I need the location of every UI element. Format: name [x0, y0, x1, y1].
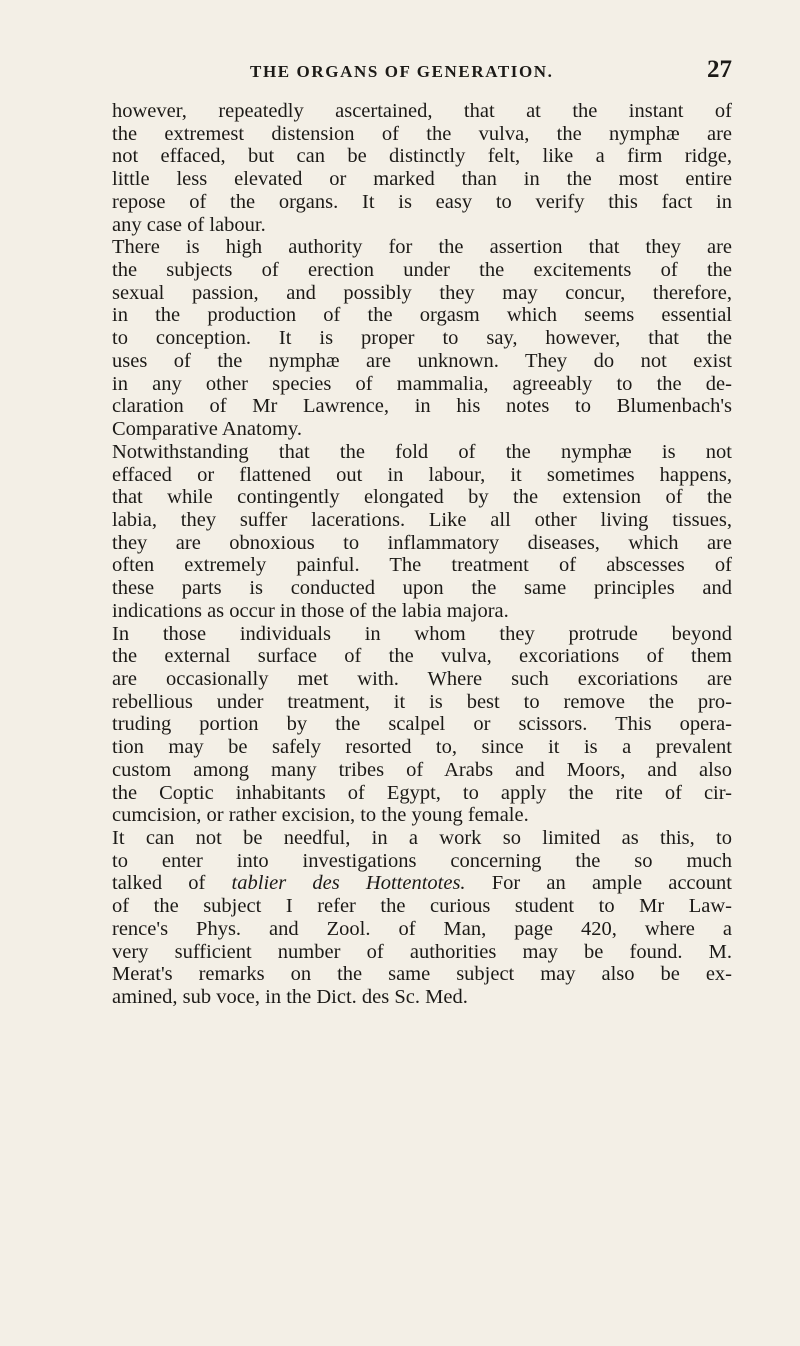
text-line: repose of the organs. It is easy to verify this fact in	[112, 190, 732, 213]
text-line: the external surface of the vulva, excoriations of them	[112, 645, 732, 668]
text-line: tion may be safely resorted to, since it is a prevalent	[112, 736, 732, 759]
text-line: cumcision, or rather excision, to the young female.	[112, 804, 529, 827]
text-line: that while contingently elongated by the extension of the	[112, 486, 732, 509]
text-line: however, repeatedly ascertained, that at the instant of	[112, 100, 732, 122]
text-line: claration of Mr Lawrence, in his notes to Blumenbach's	[112, 395, 732, 418]
text-line: labia, they suffer lacerations. Like all other living tissues,	[112, 508, 732, 531]
text-line: rence's Phys. and Zool. of Man, page 420, where a	[112, 917, 732, 940]
text-line: are occasionally met with. Where such excoriations are	[112, 667, 732, 690]
text-line: any case of labour.	[112, 213, 266, 236]
text-line: amined, sub voce, in the Dict. des Sc. Med.	[112, 986, 468, 1009]
text-line: uses of the nymphæ are unknown. They do not exist	[112, 349, 732, 372]
page-number: 27	[707, 56, 732, 83]
text-segment: For an ample account	[465, 872, 732, 895]
text-line: Comparative Anatomy.	[112, 418, 302, 441]
text-line: There is high authority for the assertion that they are	[112, 236, 732, 259]
text-line: not effaced, but can be distinctly felt, like a firm ridge,	[112, 145, 732, 168]
text-line: little less elevated or marked than in the most entire	[112, 168, 732, 191]
text-line: often extremely painful. The treatment of abscesses of	[112, 554, 732, 577]
running-head	[232, 56, 732, 92]
italic-term: tablier des Hottentotes.	[231, 872, 466, 895]
text-line: the subjects of erection under the excitements of the	[112, 259, 732, 282]
text-line: sexual passion, and possibly they may concur, therefore,	[112, 281, 732, 304]
text-line: It can not be needful, in a work so limited as this, to	[112, 827, 732, 849]
text-line: to enter into investigations concerning the so much	[112, 849, 732, 872]
text-line: custom among many tribes of Arabs and Moors, and also	[112, 758, 732, 781]
text-line: the Coptic inhabitants of Egypt, to apply the rite of cir-	[112, 781, 732, 804]
text-line: effaced or flattened out in labour, it sometimes happens,	[112, 463, 732, 486]
text-line: Merat's remarks on the same subject may also be ex-	[112, 963, 732, 986]
body-text	[112, 100, 732, 1009]
running-title: THE ORGANS OF GENERATION.	[250, 62, 554, 81]
text-line: very sufficient number of authorities may be found. M.	[112, 940, 732, 963]
text-line: Notwithstanding that the fold of the nymphæ is not	[112, 440, 732, 463]
text-segment: talked of	[112, 872, 232, 895]
text-line-mixed	[112, 872, 732, 895]
text-line: indications as occur in those of the labia majora.	[112, 599, 509, 622]
text-line: in any other species of mammalia, agreeably to the de-	[112, 372, 732, 395]
text-line: the extremest distension of the vulva, the nymphæ are	[112, 122, 732, 145]
text-line: of the subject I refer the curious student to Mr Law-	[112, 895, 732, 918]
text-line: In those individuals in whom they protrude beyond	[112, 622, 732, 645]
text-line: they are obnoxious to inflammatory diseases, which are	[112, 531, 732, 554]
text-line: truding portion by the scalpel or scissors. This opera-	[112, 713, 732, 736]
text-line: rebellious under treatment, it is best to remove the pro-	[112, 690, 732, 713]
text-line: these parts is conducted upon the same principles and	[112, 577, 732, 600]
text-line: in the production of the orgasm which seems essential	[112, 304, 732, 327]
text-line: to conception. It is proper to say, however, that the	[112, 327, 732, 350]
